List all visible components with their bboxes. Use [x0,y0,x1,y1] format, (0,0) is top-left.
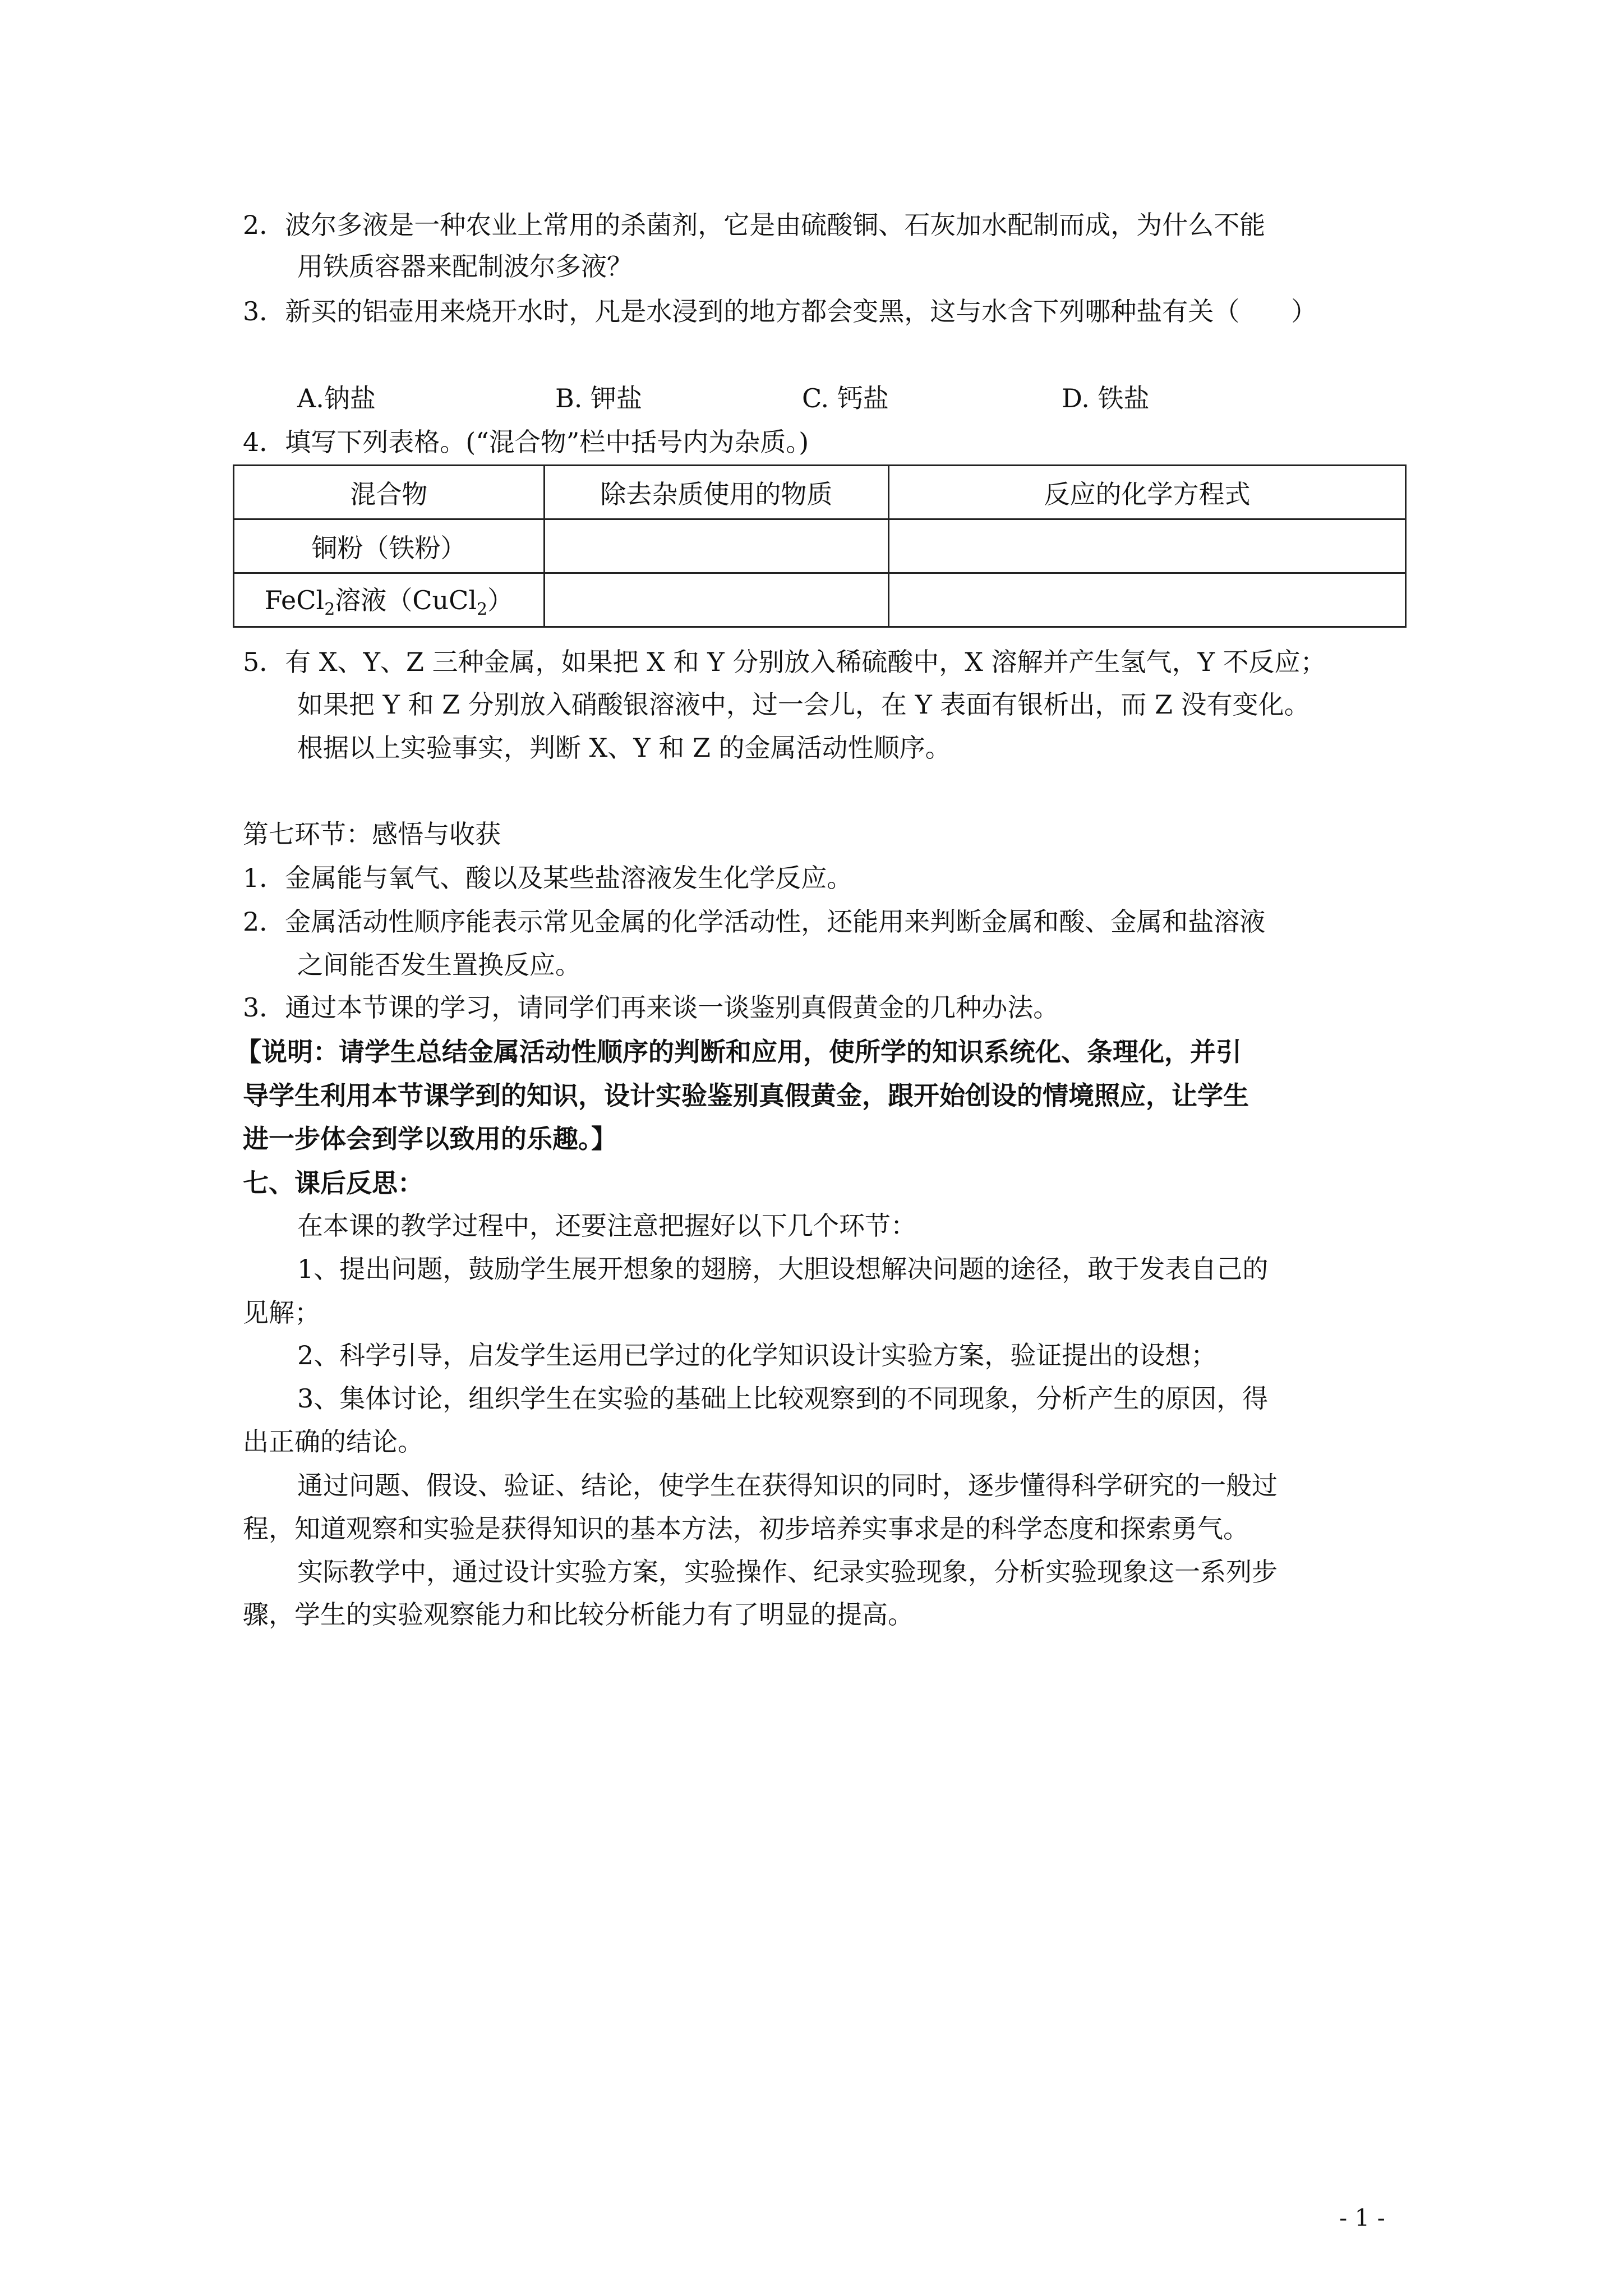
formula-part: ） [487,585,514,616]
table-cell-mixture: 铜粉（铁粉） [234,519,545,573]
section7-item1: 1．金属能与氧气、酸以及某些盐溶液发生化学反应。 [243,863,853,893]
note-line2: 导学生利用本节课学到的知识，设计实验鉴别真假黄金，跟开始创设的情境照应，让学生 [243,1080,1249,1111]
page-number: - 1 - [1339,2204,1385,2231]
q3-option-b: B. 钾盐 [555,383,643,413]
table-cell-substance [544,519,888,573]
reflection-p6-line2: 骤，学生的实验观察能力和比较分析能力有了明显的提高。 [243,1599,914,1630]
formula-part: FeCl [264,585,325,616]
reflection-p4-line2: 出正确的结论。 [243,1427,423,1457]
formula-subscript: 2 [477,600,488,620]
section7-item3: 3．通过本节课的学习，请同学们再来谈一谈鉴别真假黄金的几种办法。 [243,992,1059,1023]
q3-option-d: D. 铁盐 [1062,383,1150,413]
q2-line1: 2．波尔多液是一种农业上常用的杀菌剂，它是由硫酸铜、石灰加水配制而成，为什么不能 [243,210,1266,240]
q5-line2: 如果把 Y 和 Z 分别放入硝酸银溶液中，过一会儿，在 Y 表面有银析出，而 Z 没有变化。 [297,689,1310,720]
table-cell-substance [544,573,888,627]
reflection-p5-line1: 通过问题、假设、验证、结论，使学生在获得知识的同时，逐步懂得科学研究的一般过 [297,1470,1278,1501]
note-line1: 【说明：请学生总结金属活动性顺序的判断和应用，使所学的知识系统化、条理化，并引 [236,1037,1242,1067]
reflection-p2-line1: 1、提出问题，鼓励学生展开想象的翅膀，大胆设想解决问题的途径，敢于发表自己的 [297,1254,1269,1284]
q5-line1: 5．有 X、Y、Z 三种金属，如果把 X 和 Y 分别放入稀硫酸中，X 溶解并产生氢气，Y 不反应； [243,647,1326,677]
table-header-cell: 混合物 [234,466,545,519]
section7-item2-line1: 2．金属活动性顺序能表示常见金属的化学活动性，还能用来判断金属和酸、金属和盐溶液 [243,907,1266,937]
reflection-p3: 2、科学引导，启发学生运用已学过的化学知识设计实验方案，验证提出的设想； [297,1340,1217,1370]
table-cell-equation [888,573,1405,627]
q5-line3: 根据以上实验事实，判断 X、Y 和 Z 的金属活动性顺序。 [297,733,951,763]
reflection-p5-line2: 程，知道观察和实验是获得知识的基本方法，初步培养实事求是的科学态度和探索勇气。 [243,1513,1249,1544]
reflection-heading: 七、课后反思： [243,1168,423,1198]
q3-option-a: A.钠盐 [297,383,376,413]
section7-item2-line2: 之间能否发生置换反应。 [297,950,581,980]
reflection-p1: 在本课的教学过程中，还要注意把握好以下几个环节： [297,1211,916,1241]
q3-line1: 3．新买的铝壶用来烧开水时，凡是水浸到的地方都会变黑，这与水含下列哪种盐有关（ ） [243,296,1317,326]
q2-line2: 用铁质容器来配制波尔多液？ [297,251,633,282]
reflection-p2-line2: 见解； [243,1297,320,1328]
q3-option-c: C. 钙盐 [802,383,889,413]
table-row [234,519,1406,573]
table-header-cell: 反应的化学方程式 [888,466,1405,519]
section7-title: 第七环节：感悟与收获 [243,819,501,849]
reflection-p6-line1: 实际教学中，通过设计实验方案，实验操作、纪录实验现象，分析实验现象这一系列步 [297,1557,1278,1587]
table-cell-equation [888,519,1405,573]
q4-line1: 4．填写下列表格。(“混合物”栏中括号内为杂质。) [243,427,809,457]
table-cell-mixture [234,573,545,627]
reflection-p4-line1: 3、集体讨论，组织学生在实验的基础上比较观察到的不同现象，分析产生的原因，得 [297,1383,1269,1414]
note-line3: 进一步体会到学以致用的乐趣。】 [243,1124,617,1154]
formula-subscript: 2 [324,600,335,620]
formula-part: 溶液（CuCl [335,585,477,616]
impurity-table [233,464,1407,628]
table-header-cell: 除去杂质使用的物质 [544,466,888,519]
table-row [234,573,1406,627]
table-header-row [234,466,1406,519]
